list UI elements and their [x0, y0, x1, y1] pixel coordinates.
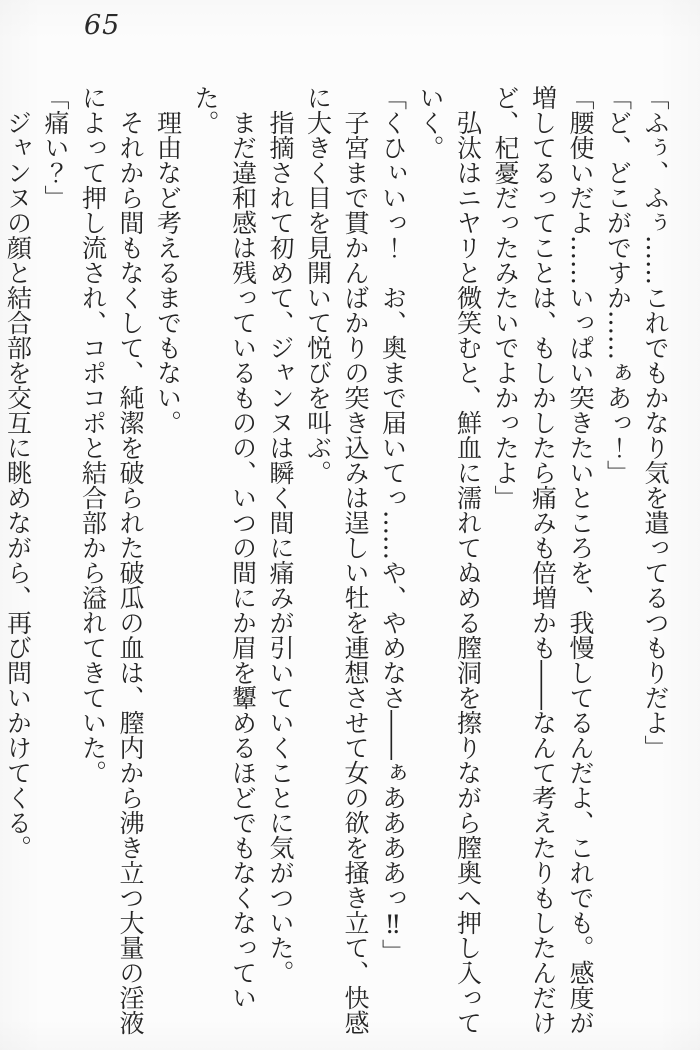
paragraph-5: 「くひぃいっ！ お、奥まで届いてっ……や、やめなさ――ぁああああっ‼」 [378, 85, 408, 964]
paragraph-6: 子宮まで貫かんばかりの突き込みは逞しい牡を連想させて女の欲を掻き立て、快感に大きく目を見開いて悦びを叫ぶ。 [303, 85, 370, 1035]
page-number: 65 [84, 10, 121, 41]
paragraph-2: 「ど、どこがですか……ぁあっ！」 [603, 85, 633, 485]
paragraph-3: 「腰使いだよ……いっぱい突きたいところを、我慢してるんだよ、これでも。感度が増してるってことは、もしかしたら痛みも倍増かも――なんて考えたりもしたんだけど、杞憂だったみたいでよかったよ」 [491, 85, 595, 1035]
paragraph-8: まだ違和感は残っているものの、いつの間にか眉を顰めるほどでもなくなっていた。 [191, 85, 258, 1010]
text-block [3, 85, 674, 1037]
paragraph-7: 指摘されて初めて、ジャンヌは瞬く間に痛みが引いていくことに気がついた。 [266, 110, 295, 985]
paragraph-1: 「ふぅ、ふぅ……これでもかなり気を遣ってるつもりだよ」 [641, 85, 670, 760]
paragraph-12: ジャンヌの顔と結合部を交互に眺めながら、再び問いかけてくる。 [3, 110, 33, 860]
paragraph-11: 「痛い？」 [41, 85, 70, 210]
paragraph-9: 理由など考えるまでもない。 [153, 110, 183, 435]
paragraph-10: それから間もなくして、純潔を破られた破瓜の血は、膣内から沸き立つ大量の淫液によって押し流され、コポコポと結合部から溢れてきていた。 [78, 85, 145, 1035]
paragraph-4: 弘汰はニヤリと微笑むと、鮮血に濡れてぬめる膣洞を擦りながら膣奥へ押し入っていく。 [416, 85, 483, 1035]
